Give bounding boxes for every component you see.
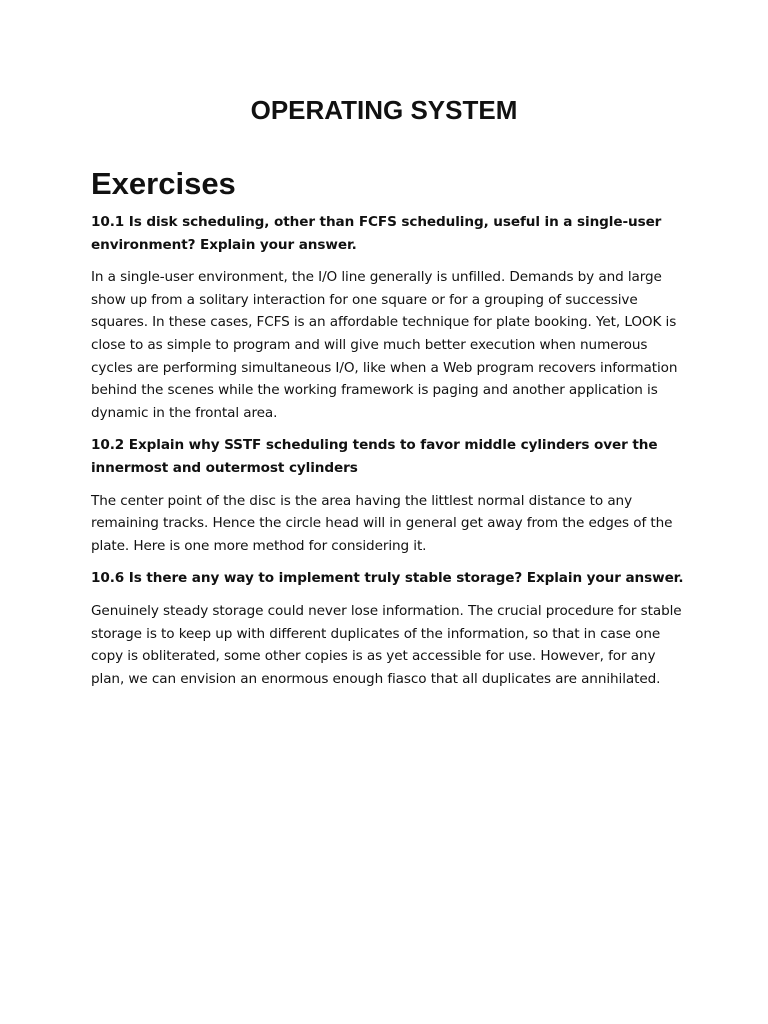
section-heading: Exercises: [91, 166, 236, 201]
exercise-answer: The center point of the disc is the area having the littlest normal distance to any remaining tracks. Hence the circle head will in general get away from the edges of the plate. Here is one more method for considering it.: [91, 492, 673, 554]
exercise-item: [91, 567, 691, 690]
exercise-question: 10.1 Is disk scheduling, other than FCFS scheduling, useful in a single-user environment? Explain your answer.: [91, 214, 662, 253]
exercise-question: 10.6 Is there any way to implement truly stable storage? Explain your answer.: [91, 570, 684, 587]
exercise-item: [91, 434, 691, 557]
document-title: OPERATING SYSTEM: [250, 95, 518, 125]
exercise-list: [91, 211, 691, 700]
exercise-question: 10.2 Explain why SSTF scheduling tends to favor middle cylinders over the innermost and outermost cylinders: [91, 437, 658, 476]
exercise-answer: In a single-user environment, the I/O line generally is unfilled. Demands by and large show up from a solitary interaction for one square or for a grouping of successive squares. In these cases, FCFS is an affordable technique for plate booking. Yet, LOOK is close to as simple to program and will give much better execution when numerous cycles are performing simultaneous I/O, like when a Web program recovers information behind the scenes while the working framework is paging and another application is dynamic in the frontal area.: [91, 269, 678, 421]
exercise-item: [91, 211, 691, 424]
exercise-answer: Genuinely steady storage could never lose information. The crucial procedure for stable storage is to keep up with different duplicates of the information, so that in case one copy is obliterated, some other copies is as yet accessible for use. However, for any plan, we can envision an enormous enough fiasco that all duplicates are annihilated.: [91, 602, 682, 687]
